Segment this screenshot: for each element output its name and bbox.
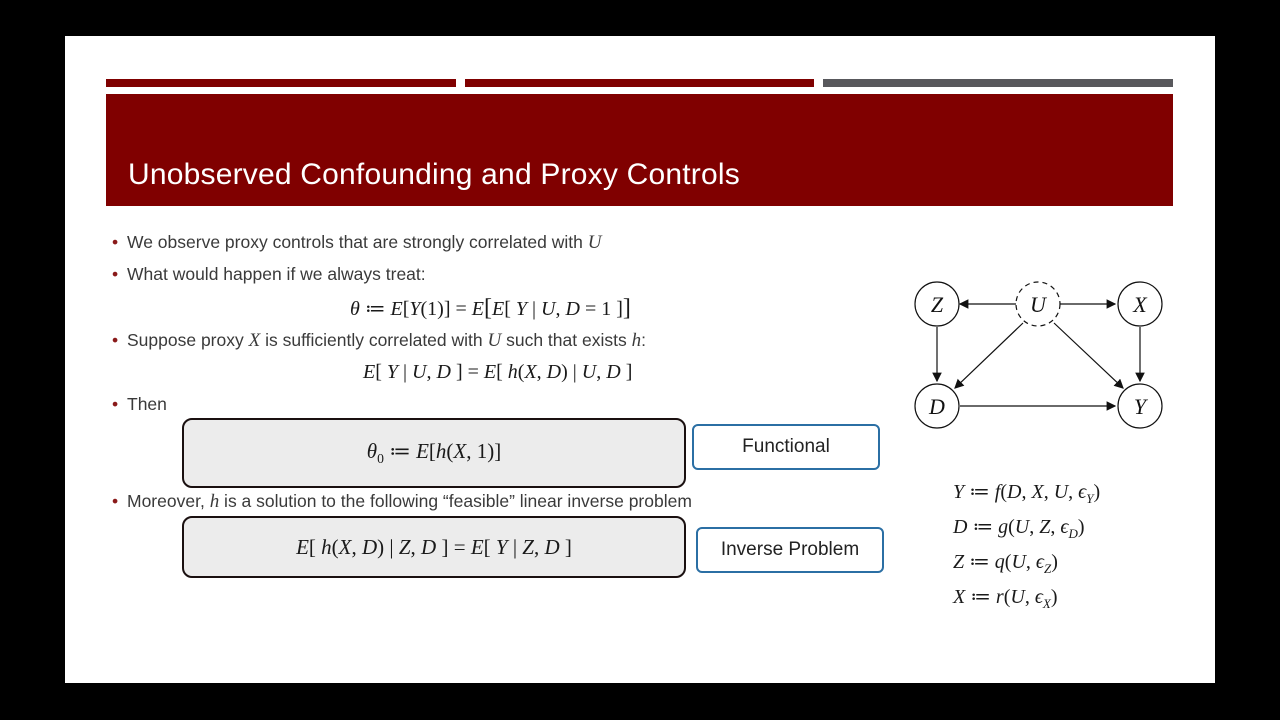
slide-title: Unobserved Confounding and Proxy Controls xyxy=(128,158,740,191)
bullet-always-treat xyxy=(127,264,426,285)
bullet-suppose-proxy xyxy=(127,330,646,352)
equation-theta-definition: θ ≔ E[Y(1)] = E[E[ Y | U, D = 1 ]] xyxy=(350,295,631,321)
title-banner xyxy=(106,94,1173,206)
equation-functional: $\theta_0$ ≔ E[h(X, 1)] xyxy=(366,438,502,467)
bullet-then xyxy=(127,394,167,415)
bullet-text: such that exists xyxy=(501,330,632,350)
math-var: U xyxy=(487,330,502,351)
sem-y: Y ≔ f(D, X, U, $\epsilon_Y$) xyxy=(953,481,1101,506)
node-label-z: Z xyxy=(930,292,944,317)
node-label-x: X xyxy=(1133,292,1147,317)
bullet-text: Suppose proxy xyxy=(127,330,249,350)
accent-bar-right xyxy=(823,79,1173,87)
functional-label-text: Functional xyxy=(742,436,830,457)
accent-bar-middle xyxy=(465,79,814,87)
functional-label xyxy=(692,424,880,470)
accent-bar-left xyxy=(106,79,456,87)
inverse-problem-label xyxy=(696,527,884,573)
node-label-u: U xyxy=(1030,292,1046,317)
node-label-d: D xyxy=(929,394,945,419)
bullet-text: What would happen if we always treat: xyxy=(127,264,426,284)
structural-equations xyxy=(953,478,1100,618)
bullet-text: Then xyxy=(127,394,167,414)
bullet-text: : xyxy=(641,330,646,350)
bullet-text: is a solution to the following “feasible” linear inverse problem xyxy=(219,491,692,511)
bullet-text: We observe proxy controls that are strongly correlated with xyxy=(127,232,588,252)
equation-inverse: E[ h(X, D) | Z, D ] = E[ Y | Z, D ] xyxy=(296,534,572,559)
math-var: h xyxy=(209,491,220,512)
sem-z: Z ≔ q(U, $\epsilon_Z$) xyxy=(953,551,1058,576)
bullet-proxy-controls xyxy=(127,232,601,254)
equation-bridge: E[ Y | U, D ] = E[ h(X, D) | U, D ] xyxy=(363,361,633,383)
math-var: h xyxy=(631,330,642,351)
bullet-text: Moreover, xyxy=(127,491,210,511)
inverse-equation-box xyxy=(182,516,686,578)
causal-dag xyxy=(910,276,1170,436)
bullet-text: is sufficiently correlated with xyxy=(260,330,488,350)
math-var: U xyxy=(587,232,602,253)
bullet-moreover xyxy=(127,491,692,513)
node-label-y: Y xyxy=(1133,394,1147,419)
slide xyxy=(65,36,1215,683)
functional-equation-box xyxy=(182,418,686,488)
math-var: X xyxy=(248,330,261,351)
edge-u-d xyxy=(955,323,1023,388)
edge-u-y xyxy=(1054,323,1123,388)
sem-x: X ≔ r(U, $\epsilon_X$) xyxy=(953,586,1058,611)
inverse-problem-label-text: Inverse Problem xyxy=(720,539,860,560)
sem-d: D ≔ g(U, Z, $\epsilon_D$) xyxy=(953,516,1085,541)
